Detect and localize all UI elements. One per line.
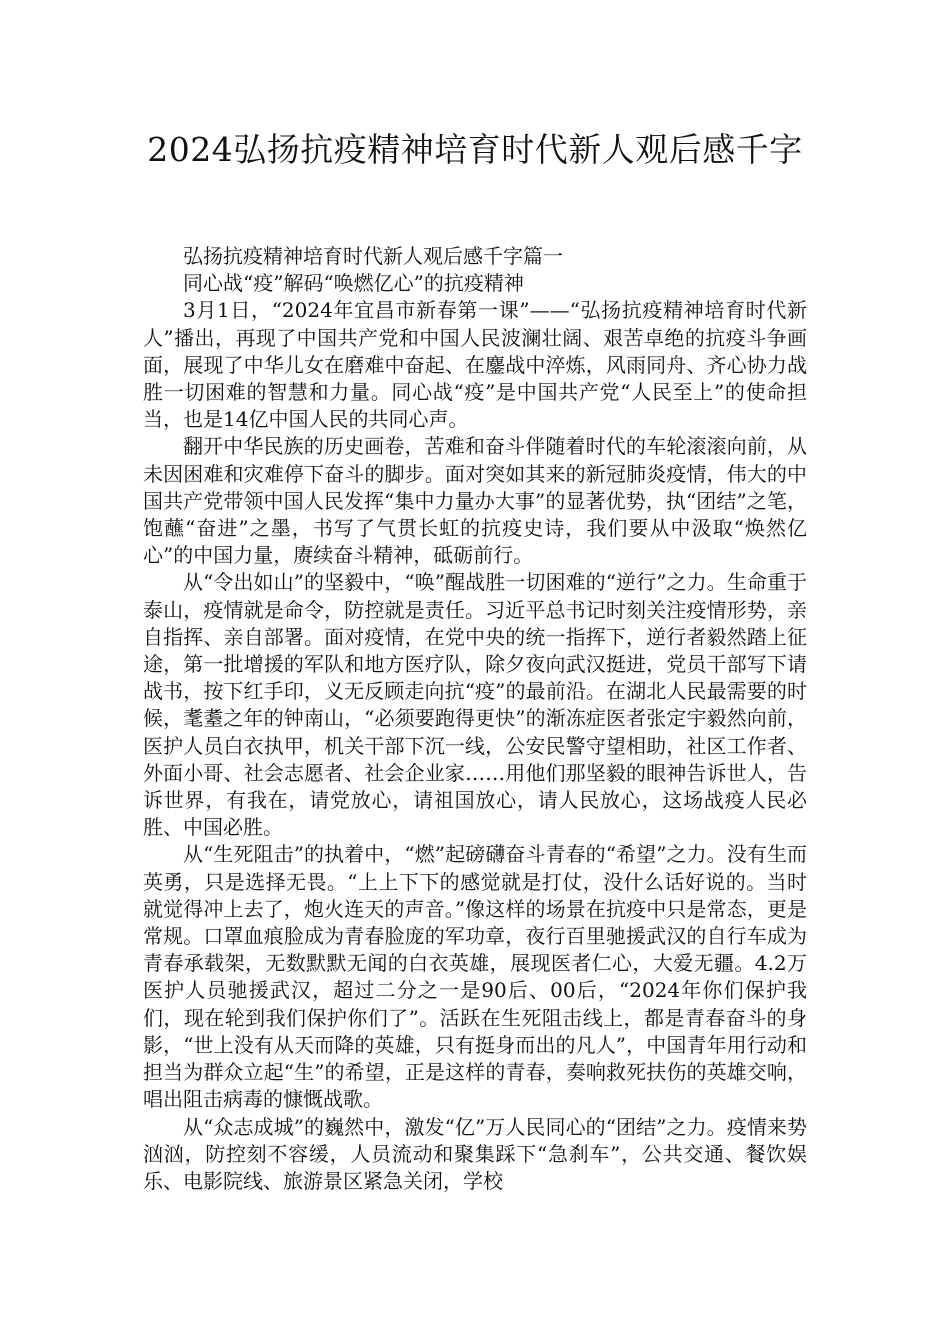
- body-paragraph: 从“生死阻击”的执着中，“燃”起磅礴奋斗青春的“希望”之力。没有生而英勇，只是选择无畏。“上上下下的感觉就是打仗，没什么话好说的。当时就觉得冲上去了，炮火连天的声音。”像这样的场景在抗疫中只是常态，更是常规。口罩血痕脸成为青春脸庞的军功章，夜行百里驰援武汉的自行车成为青春承载架，无数默默无闻的白衣英雄，展现医者仁心，大爱无疆。4.2万医护人员驰援武汉，超过二分之一是90后、00后，“2024年你们保护我们，现在轮到我们保护你们了”。活跃在生死阻击线上，都是青春奋斗的身影，“世上没有从天而降的英雄，只有挺身而出的凡人”，中国青年用行动和担当为群众立起“生”的希望，正是这样的青春，奏响救死扶伤的英雄交响，唱出阻击病毒的慷慨战歌。: [143, 842, 807, 1112]
- document-body: [143, 243, 807, 1195]
- section-heading: 弘扬抗疫精神培育时代新人观后感千字篇一: [183, 244, 563, 268]
- body-paragraph: 从“令出如山”的坚毅中，“唤”醒战胜一切困难的“逆行”之力。生命重于泰山，疫情就是命令，防控就是责任。习近平总书记时刻关注疫情形势，亲自指挥、亲自部署。面对疫情，在党中央的统一指挥下，逆行者毅然踏上征途，第一批增援的军队和地方医疗队，除夕夜向武汉挺进，党员干部写下请战书，按下红手印，义无反顾走向抗“疫”的最前沿。在湖北人民最需要的时候，耄耋之年的钟南山，“必须要跑得更快”的渐冻症医者张定宇毅然向前，医护人员白衣执甲，机关干部下沉一线，公安民警守望相助，社区工作者、外面小哥、社会志愿者、社会企业家……用他们那坚毅的眼神告诉世人，告诉世界，有我在，请党放心，请祖国放心，请人民放心，这场战疫人民必胜、中国必胜。: [143, 570, 807, 840]
- body-paragraph: 3月1日，“2024年宜昌市新春第一课”——“弘扬抗疫精神培育时代新人”播出，再现了中国共产党和中国人民波澜壮阔、艰苦卓绝的抗疫斗争画面，展现了中华儿女在磨难中奋起、在鏖战中淬炼，风雨同舟、齐心协力战胜一切困难的智慧和力量。同心战“疫”是中国共产党“人民至上”的使命担当，也是14亿中国人民的共同心声。: [143, 298, 807, 432]
- article-subtitle: 同心战“疫”解码“唤燃亿心”的抗疫精神: [183, 271, 524, 296]
- document-title: 2024弘扬抗疫精神培育时代新人观后感千字: [147, 130, 803, 169]
- body-paragraph: 翻开中华民族的历史画卷，苦难和奋斗伴随着时代的车轮滚滚向前，从未因困难和灾难停下奋斗的脚步。面对突如其来的新冠肺炎疫情，伟大的中国共产党带领中国人民发挥“集中力量办大事”的显著优势，执“团结”之笔，饱蘸“奋进”之墨，书写了气贯长虹的抗疫史诗，我们要从中汲取“焕然亿心”的中国力量，赓续奋斗精神，砥砺前行。: [143, 434, 807, 568]
- body-paragraph: 从“众志成城”的巍然中，激发“亿”万人民同心的“团结”之力。疫情来势汹汹，防控刻不容缓，人员流动和聚集踩下“急刹车”，公共交通、餐饮娱乐、电影院线、旅游景区紧急关闭，学校: [143, 1114, 807, 1193]
